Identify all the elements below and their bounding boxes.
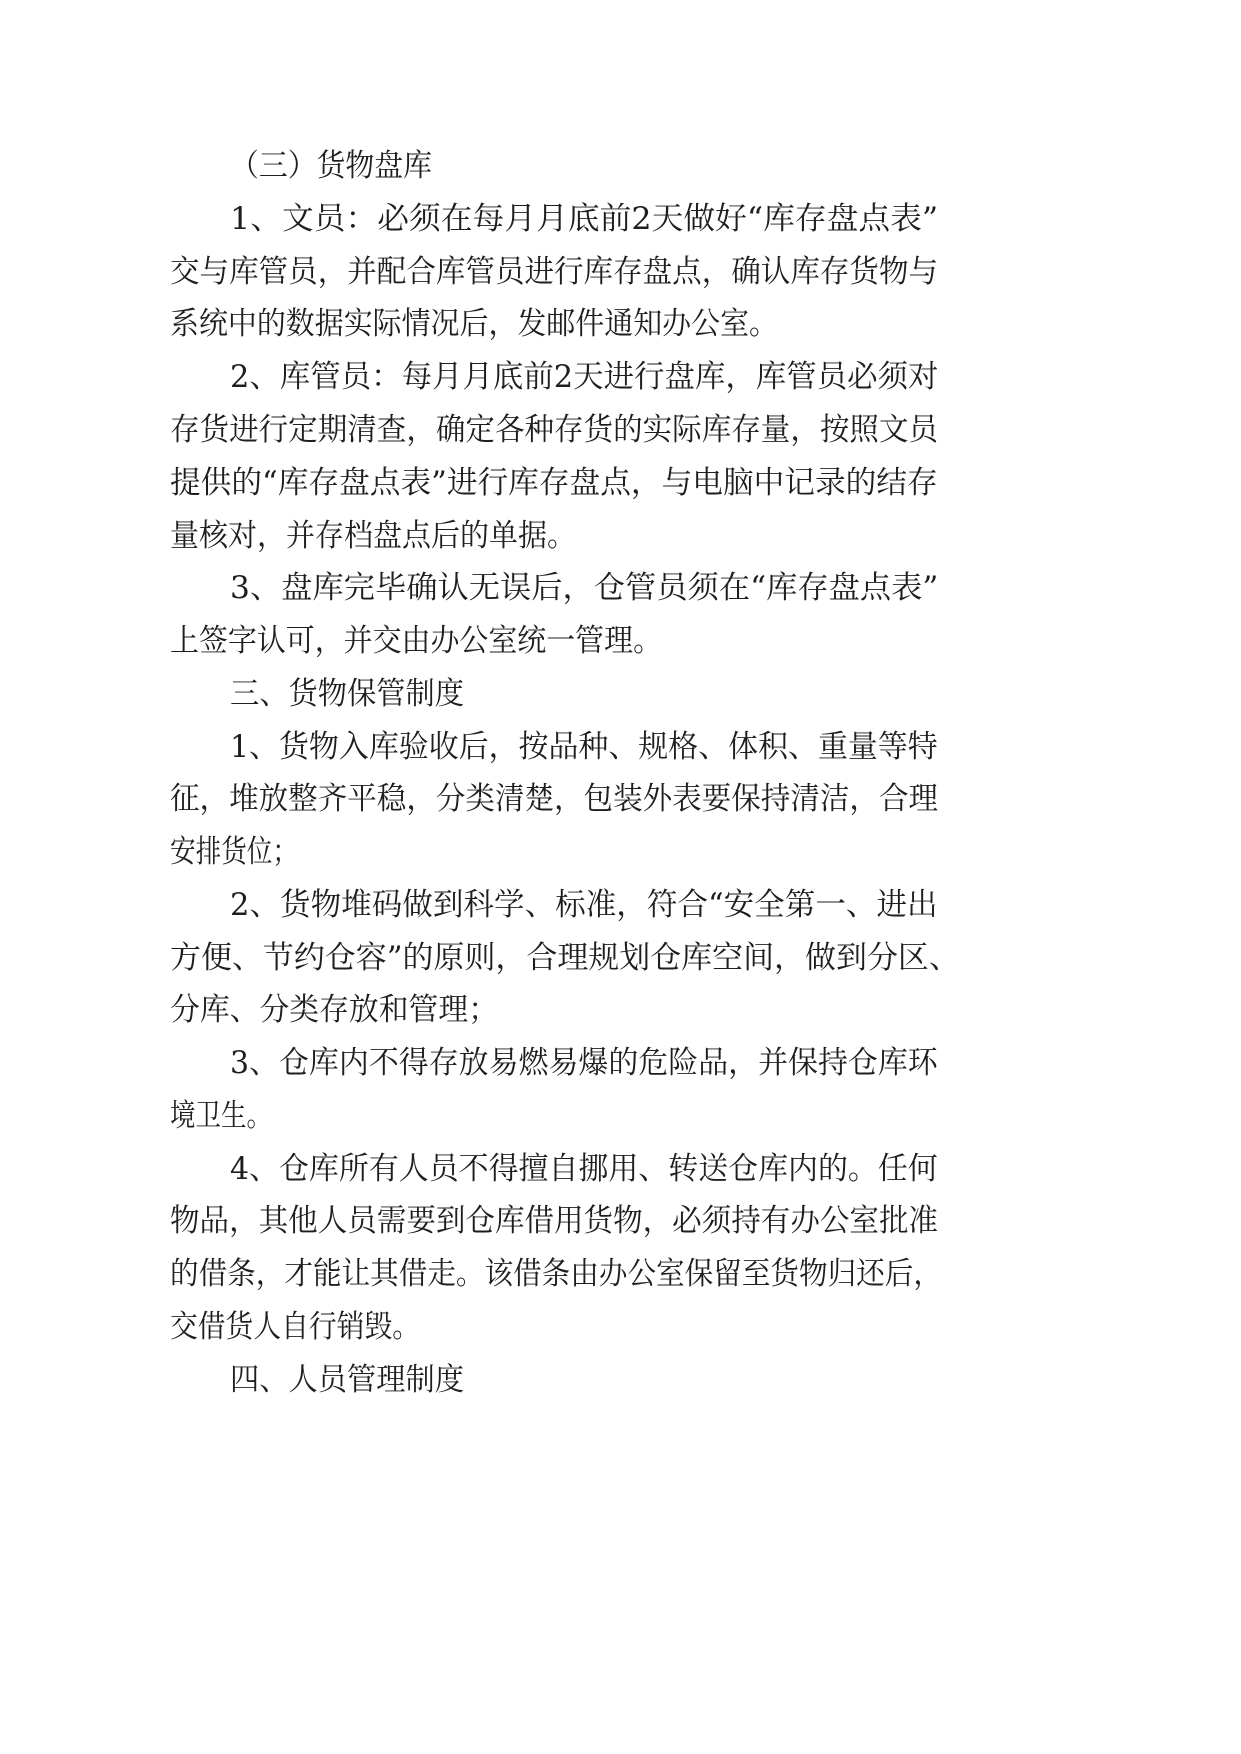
paragraph-line: 1、文员：必须在每月月底前2天做好“库存盘点表” <box>230 201 939 237</box>
paragraph-line: 4、仓库所有人员不得擅自挪用、转送仓库内的。任何 <box>230 1151 938 1187</box>
paragraph-line: 系统中的数据实际情况后，发邮件通知办公室。 <box>170 306 778 342</box>
paragraph-line: 交与库管员，并配合库管员进行库存盘点，确认库存货物与 <box>170 254 939 290</box>
paragraph-line: 方便、节约仓容”的原则，合理规划仓库空间，做到分区、 <box>170 940 960 976</box>
paragraph-line: 物品，其他人员需要到仓库借用货物，必须持有办公室批准 <box>170 1203 939 1239</box>
paragraph-line: 2、货物堆码做到科学、标准，符合“安全第一、进出 <box>230 887 938 923</box>
paragraph-line: 境卫生。 <box>170 1098 273 1134</box>
paragraph-line: 3、盘库完毕确认无误后，仓管员须在“库存盘点表” <box>230 570 939 606</box>
paragraph-line: 分库、分类存放和管理； <box>170 992 499 1028</box>
paragraph-line: 安排货位； <box>170 834 298 870</box>
paragraph-line: 提供的“库存盘点表”进行库存盘点，与电脑中记录的结存 <box>170 465 938 501</box>
paragraph-line: 的借条，才能让其借走。该借条由办公室保留至货物归还后， <box>170 1256 942 1292</box>
paragraph-line: 征，堆放整齐平稳，分类清楚，包装外表要保持清洁，合理 <box>170 781 939 817</box>
paragraph-line: 存货进行定期清查，确定各种存货的实际库存量，按照文员 <box>170 412 939 448</box>
section-heading-personnel-management: 四、人员管理制度 <box>230 1362 464 1398</box>
section-heading-inventory-check: （三）货物盘库 <box>230 148 433 184</box>
paragraph-line: 量核对，并存档盘点后的单据。 <box>170 518 577 554</box>
section-heading-storage-system: 三、货物保管制度 <box>230 676 464 712</box>
paragraph-line: 1、货物入库验收后，按品种、规格、体积、重量等特 <box>230 729 938 765</box>
paragraph-line: 3、仓库内不得存放易燃易爆的危险品，并保持仓库环 <box>230 1045 938 1081</box>
paragraph-line: 上签字认可，并交由办公室统一管理。 <box>170 623 663 659</box>
paragraph-line: 2、库管员：每月月底前2天进行盘库，库管员必须对 <box>230 359 939 395</box>
paragraph-line: 交借货人自行销毁。 <box>170 1309 421 1345</box>
